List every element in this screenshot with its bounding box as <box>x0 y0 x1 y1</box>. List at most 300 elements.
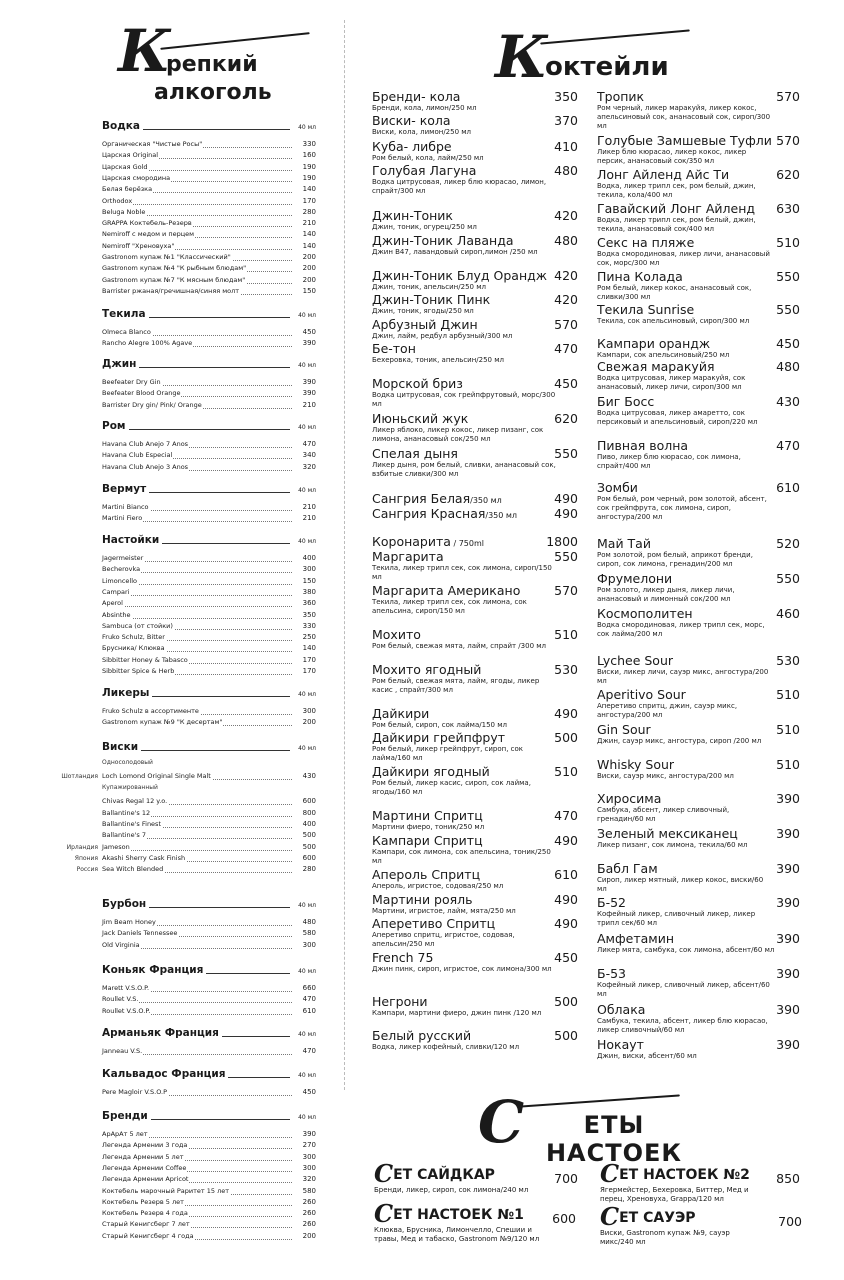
cocktail-ingredients: Самбука, текила, абсент, ликер блю кюрасао, ликер сливочный/60 мл <box>597 1017 768 1034</box>
category-name: Ром <box>102 420 129 432</box>
cocktail-title: Джин-Тоник Пинк <box>372 292 491 307</box>
cocktail-ingredients: Кампари, сок апельсиновый/250 мл <box>597 351 730 359</box>
item-country: Ирландия <box>66 843 98 851</box>
category-volume: 40 мл <box>298 745 316 752</box>
cocktail-price: 460 <box>776 606 800 621</box>
cocktail-ingredients: Ром черный, ликер маракуйя, ликер кокос, апельсиновый сок, ананасовый сок, сироп/300 мл <box>597 104 771 130</box>
item-price: 300 <box>302 940 316 949</box>
cocktail-ingredients: Ром белый, ром черный, ром золотой, абсент, сок грейпфрута, сок лимона, сироп, ангостура/200 мл <box>597 495 767 521</box>
cocktail-item <box>597 571 800 604</box>
item-name: Царская Gold <box>102 162 148 171</box>
cocktail-title: Whisky Sour <box>597 757 675 772</box>
cocktail-ingredients: Виски, ликер личи, сауэр микс, ангостура/200 мл <box>597 668 769 685</box>
cocktail-price: 550 <box>776 571 800 586</box>
cocktail-volume: / 750ml <box>450 539 485 548</box>
cocktail-name <box>597 90 775 104</box>
set-name-text: ЕТ НАСТОЕК №2 <box>619 1167 750 1183</box>
cocktail-name <box>372 917 557 931</box>
dotted-leader <box>102 606 292 607</box>
menu-item <box>102 983 316 994</box>
menu-item <box>102 502 316 513</box>
item-price: 600 <box>302 797 316 806</box>
cocktail-title: Маргарита Американо <box>372 583 521 598</box>
cocktail-ingredients: Водка цитрусовая, ликер амаретто, сок персиковый и апельсиновый, сироп/220 мл <box>597 409 758 426</box>
menu-item <box>102 229 316 240</box>
menu-item <box>102 252 316 263</box>
cocktail-item <box>372 292 578 316</box>
item-price: 170 <box>302 667 316 675</box>
cocktail-price: 530 <box>776 653 800 668</box>
cocktail-title: Aperitivo Sour <box>597 687 686 702</box>
cocktail-price: 350 <box>554 89 578 104</box>
cocktail-item <box>597 895 800 928</box>
cocktail-name <box>372 377 557 391</box>
cocktail-name <box>372 209 557 223</box>
set-price: 600 <box>552 1211 576 1226</box>
cocktail-item <box>372 446 578 479</box>
item-country: Шотландия <box>61 773 98 780</box>
item-price: 280 <box>302 865 316 874</box>
menu-item <box>76 864 316 875</box>
item-price: 320 <box>302 462 316 471</box>
cocktail-ingredients: Ликер пизанг, сок лимона, текила/60 мл <box>597 841 748 849</box>
item-price: 160 <box>302 151 316 160</box>
cocktail-name <box>597 134 775 148</box>
menu-item <box>102 338 316 349</box>
set-name-text: ЕТ САУЭР <box>619 1210 696 1226</box>
item-name: Старый Кенигсберг 7 лет <box>102 1220 190 1229</box>
item-price: 170 <box>302 196 316 205</box>
set-name <box>600 1159 765 1188</box>
cocktail-name <box>597 967 775 981</box>
cocktail-title: Космополитен <box>597 606 693 621</box>
item-name: Beefeater Dry Gin <box>102 378 161 386</box>
item-name: Janneau V.S. <box>102 1047 143 1055</box>
menu-item <box>102 275 316 286</box>
item-price: 260 <box>302 1220 316 1229</box>
cocktail-price: 490 <box>554 916 578 931</box>
cocktail-title: Амфетамин <box>597 931 675 946</box>
cocktail-price: 510 <box>554 764 578 779</box>
item-price: 430 <box>302 772 316 780</box>
cocktail-price: 620 <box>776 167 800 182</box>
category-header <box>102 418 316 432</box>
cocktail-title: Бе-тон <box>372 341 416 356</box>
item-price: 350 <box>302 610 316 619</box>
cocktail-price: 490 <box>554 892 578 907</box>
category-volume: 40 мл <box>298 124 316 131</box>
cocktail-title: Морской бриз <box>372 376 463 391</box>
cocktail-item <box>372 1028 578 1052</box>
item-name: Легенда Армении Coffee <box>102 1163 187 1172</box>
cocktail-price: 490 <box>554 706 578 721</box>
menu-item <box>102 796 316 807</box>
item-name: Sibbitter Spice & Herb <box>102 667 175 675</box>
cocktail-name <box>372 893 557 907</box>
menu-item <box>102 218 316 229</box>
cocktail-item <box>372 208 578 232</box>
cocktail-item <box>597 966 800 999</box>
cocktail-ingredients: Водка, ликер трипл сек, ром белый, джин, текила, кола/400 мл <box>597 182 756 199</box>
category-header <box>102 1025 316 1039</box>
category-header <box>102 962 316 976</box>
set-price: 700 <box>554 1171 578 1186</box>
menu-item <box>102 1208 316 1219</box>
category-name: Арманьяк Франция <box>102 1027 222 1039</box>
item-name: Havana Club Anejo 3 Anos <box>102 462 189 471</box>
item-price: 390 <box>302 339 316 348</box>
cocktail-name <box>597 303 775 317</box>
cocktail-name <box>372 293 557 307</box>
item-price: 140 <box>302 185 316 194</box>
cocktail-price: 410 <box>554 139 578 154</box>
item-price: 190 <box>302 162 316 171</box>
cocktail-ingredients: Виски, сауэр микс, ангостура/200 мл <box>597 772 734 780</box>
cocktail-name <box>597 1003 775 1017</box>
cocktail-price: 510 <box>776 687 800 702</box>
cocktail-ingredients: Ром белый, ликер касис, сироп, сок лайма, ягоды/160 мл <box>372 779 531 796</box>
menu-item <box>102 917 316 928</box>
cocktail-ingredients: Джин, тоник, ягоды/250 мл <box>372 307 474 315</box>
cocktail-name <box>372 809 557 823</box>
cocktail-name <box>597 481 775 495</box>
column-divider <box>344 20 345 1090</box>
category-volume: 40 мл <box>298 487 316 494</box>
menu-item <box>102 462 316 473</box>
cocktail-price: 570 <box>776 89 800 104</box>
cocktail-ingredients: Водка смородиновая, ликер личи, ананасовый сок, морс/300 мл <box>597 250 770 267</box>
cocktail-title: Лонг Айленд Айс Ти <box>597 167 730 182</box>
cocktail-name <box>372 412 557 426</box>
cocktail-title: Куба- либре <box>372 139 452 154</box>
cocktail-title: Бабл Гам <box>597 861 658 876</box>
set-name-text: ЕТ НАСТОЕК №1 <box>393 1207 524 1223</box>
item-name: АрАрАт 5 лет <box>102 1130 148 1138</box>
category-name: Ликеры <box>102 687 152 699</box>
cocktail-item <box>372 506 578 523</box>
category-volume: 40 мл <box>298 362 316 369</box>
cocktail-ingredients: Кампари, мартини фиеро, джин пинк /120 мл <box>372 1009 542 1017</box>
cocktail-ingredients: Виски, кола, лимон/250 мл <box>372 128 472 136</box>
item-price: 580 <box>302 1186 316 1195</box>
menu-item <box>102 1006 316 1017</box>
cocktail-price: 610 <box>554 867 578 882</box>
item-name: Jack Daniels Tennessee <box>102 929 178 938</box>
cocktail-item <box>372 376 578 409</box>
cocktail-title: Дайкири ягодный <box>372 764 490 779</box>
item-price: 340 <box>302 451 316 460</box>
menu-item <box>102 241 316 252</box>
set-name-text: ЕТ САЙДКАР <box>393 1167 495 1183</box>
cocktail-name <box>597 723 775 737</box>
cocktail-title: Дайкири грейпфрут <box>372 730 506 745</box>
menu-item <box>102 184 316 195</box>
cocktail-ingredients: Ром белый, ликер грейпфрут, сироп, сок лайма/160 мл <box>372 745 524 762</box>
cocktail-name <box>597 758 775 772</box>
cocktail-ingredients: Текила, ликер трипл сек, сок лимона, сироп/150 мл <box>372 564 552 581</box>
menu-item <box>102 1140 316 1151</box>
category-volume: 40 мл <box>298 1031 316 1038</box>
cocktail-ingredients: Джин, лайм, редбул арбузный/300 мл <box>372 332 513 340</box>
menu-item <box>102 327 316 338</box>
cocktail-item <box>372 317 578 341</box>
cocktail-item <box>597 722 800 746</box>
cocktail-item <box>372 833 578 866</box>
cocktail-name <box>597 537 775 551</box>
cocktail-item <box>372 627 578 651</box>
item-name: Chivas Regal 12 y.o. <box>102 797 168 806</box>
category-name: Водка <box>102 120 143 132</box>
category-header <box>102 481 316 495</box>
cocktail-price: 520 <box>776 536 800 551</box>
cocktail-name <box>372 550 557 564</box>
cocktail-price: 390 <box>776 931 800 946</box>
item-price: 390 <box>302 378 316 386</box>
cocktail-price: 550 <box>554 446 578 461</box>
subcategory-label: Односолодовый <box>102 759 153 766</box>
item-name: Gastronom купаж №7 "К мясным блюдам" <box>102 275 246 284</box>
set-item <box>600 1159 800 1204</box>
cocktail-ingredients: Ликер блю кюрасао, ликер кокос, ликер персик, ананасовый сок/350 мл <box>597 148 747 165</box>
category-volume: 40 мл <box>298 902 316 909</box>
cocktail-ingredients: Водка цитрусовая, ликер блю кюрасао, лимон, спрайт/300 мл <box>372 178 547 195</box>
cocktail-ingredients: Ром белый, кола, лайм/250 мл <box>372 154 484 162</box>
category-name: Вермут <box>102 483 149 495</box>
category-name: Текила <box>102 308 149 320</box>
cocktail-name <box>372 951 557 965</box>
cocktail-price: 510 <box>554 627 578 642</box>
item-name: Органическая "Чистые Росы" <box>102 140 203 148</box>
cocktail-item <box>372 994 578 1018</box>
cocktail-item <box>372 730 578 763</box>
cocktail-price: 390 <box>776 1037 800 1052</box>
item-name: Царская Original <box>102 151 159 160</box>
item-name: Campari <box>102 587 130 596</box>
cocktail-item <box>597 861 800 894</box>
menu-item <box>102 139 316 150</box>
cocktail-title: Текила Sunrise <box>597 302 695 317</box>
cocktail-title: Маргарита <box>372 549 444 564</box>
cocktail-ingredients: Кофейный ликер, сливочный ликер, ликер трипл сек/60 мл <box>597 910 756 927</box>
menu-item <box>102 819 316 830</box>
menu-item <box>102 1046 316 1057</box>
cocktail-price: 390 <box>776 826 800 841</box>
menu-item <box>102 587 316 598</box>
cocktail-name <box>597 236 775 250</box>
item-name: Царская смородина <box>102 173 171 182</box>
cocktail-name <box>597 337 775 351</box>
item-price: 400 <box>302 819 316 828</box>
item-name: Orthodox <box>102 196 133 205</box>
title-capital: С <box>478 1088 525 1156</box>
cocktail-name <box>372 164 557 178</box>
item-price: 170 <box>302 655 316 664</box>
cocktail-title: Сангрия Белая <box>372 491 471 506</box>
cocktail-ingredients: Кампари, сок лимона, сок апельсина, тоник/250 мл <box>372 848 551 865</box>
item-name: Ballantine's 7 <box>102 831 147 840</box>
cocktail-name <box>372 318 557 332</box>
cocktail-name <box>372 628 557 642</box>
cocktail-item <box>597 302 800 326</box>
cocktail-name <box>372 707 557 721</box>
title-text: ЕТЫ НАСТОЕК <box>545 1111 683 1167</box>
cocktail-item <box>372 950 578 974</box>
item-country: Россия <box>76 866 98 874</box>
set-item <box>374 1159 578 1195</box>
item-price: 300 <box>302 565 316 574</box>
menu-item <box>102 643 316 654</box>
category-name: Бурбон <box>102 898 149 910</box>
cocktail-name <box>597 360 775 374</box>
cocktail-item <box>372 341 578 365</box>
menu-item <box>102 1163 316 1174</box>
cocktail-title: Пивная волна <box>597 438 689 453</box>
menu-item <box>102 150 316 161</box>
cocktail-title: Б-52 <box>597 895 626 910</box>
cocktail-price: 530 <box>554 662 578 677</box>
item-price: 210 <box>302 503 316 511</box>
menu-item <box>102 1197 316 1208</box>
cocktail-price: 480 <box>554 233 578 248</box>
cocktail-price: 510 <box>776 235 800 250</box>
cocktail-ingredients: Джин, виски, абсент/60 мл <box>597 1052 697 1060</box>
item-name: Beefeater Blood Orange <box>102 389 181 398</box>
item-name: Fruko Schulz, Bitter <box>102 633 165 642</box>
cocktail-price: 490 <box>554 833 578 848</box>
cocktail-item <box>372 89 578 113</box>
menu-item <box>102 286 316 297</box>
category-header <box>102 1108 316 1122</box>
item-price: 390 <box>302 1130 316 1138</box>
cocktail-name <box>372 342 557 356</box>
cocktail-name <box>372 140 557 154</box>
cocktail-price: 550 <box>554 549 578 564</box>
cocktail-ingredients: Сироп, ликер мятный, ликер кокос, виски/60 мл <box>597 876 764 893</box>
cocktail-item <box>372 916 578 949</box>
category-header <box>102 685 316 699</box>
item-price: 260 <box>302 1197 316 1206</box>
item-name: Ballantine's 12 <box>102 808 151 817</box>
cocktail-name <box>372 90 557 104</box>
set-name-capital: С <box>600 1202 620 1231</box>
cocktail-item <box>597 1002 800 1035</box>
cocktail-title: Виски- кола <box>372 113 451 128</box>
item-price: 380 <box>302 587 316 596</box>
cocktail-item <box>372 411 578 444</box>
item-name: Pere Magloir V.S.O.P <box>102 1088 168 1096</box>
item-price: 150 <box>302 286 316 295</box>
cocktail-ingredients: Апероль, игристое, содовая/250 мл <box>372 882 504 890</box>
item-name: Легенда Армении 3 года <box>102 1141 188 1150</box>
cocktail-price: 500 <box>554 994 578 1009</box>
cocktail-price: 450 <box>776 336 800 351</box>
cocktail-price: 1800 <box>546 534 578 549</box>
cocktail-price: 420 <box>554 292 578 307</box>
cocktail-title: Зомби <box>597 480 638 495</box>
item-name: Gastronom купаж №4 "К рыбным блюдам" <box>102 264 247 273</box>
title-capital: К <box>495 23 548 91</box>
cocktail-name <box>372 114 557 128</box>
cocktail-price: 610 <box>776 480 800 495</box>
menu-item <box>74 853 316 864</box>
cocktail-ingredients: Ликер дыня, ром белый, сливки, ананасовый сок, взбитые сливки/300 мл <box>372 461 556 478</box>
cocktail-price: 550 <box>776 302 800 317</box>
item-price: 450 <box>302 328 316 336</box>
title-text: октейли <box>545 52 669 82</box>
cocktail-name <box>597 168 775 182</box>
menu-item <box>102 173 316 184</box>
cocktail-item <box>597 687 800 720</box>
menu-item <box>102 162 316 173</box>
menu-item <box>102 1174 316 1185</box>
cocktail-item <box>597 438 800 471</box>
cocktail-ingredients: Текила, сок апельсиновый, сироп/300 мл <box>597 317 750 325</box>
menu-item <box>102 1129 316 1140</box>
cocktail-title: Бренди- кола <box>372 89 461 104</box>
cocktail-ingredients: Аперетиво спритц, игристое, содовая, апельсин/250 мл <box>372 931 515 948</box>
cocktail-title: Фрумелони <box>597 571 673 586</box>
cocktail-name <box>372 995 557 1009</box>
set-ingredients: Бренди, ликер, сироп, сок лимона/240 мл <box>374 1186 529 1194</box>
item-name: Loch Lomond Original Single Malt <box>102 772 211 780</box>
item-name: Aperol <box>102 599 123 608</box>
cocktail-ingredients: Джин, тоник, апельсин/250 мл <box>372 283 486 291</box>
item-name: Ballantine's Finest <box>102 819 161 828</box>
item-name: Коктебель марочный Раритет 15 лет <box>102 1186 230 1195</box>
item-name: Martini Fiero <box>102 514 143 523</box>
cocktail-price: 430 <box>776 394 800 409</box>
item-name: Fruko Schulz в ассортименте <box>102 707 199 715</box>
item-name: Коктебель Резерв 4 года <box>102 1209 188 1218</box>
set-ingredients: Клюква, Брусника, Лимончелло, Спешии и травы, Мед и табаско, Gastronom №9/120 мл <box>374 1226 540 1243</box>
cocktail-item <box>372 808 578 832</box>
item-price: 210 <box>302 514 316 523</box>
cocktail-title: Голубые Замшевые Туфли <box>597 133 772 148</box>
item-price: 200 <box>302 275 316 284</box>
item-price: 140 <box>302 644 316 653</box>
item-price: 390 <box>302 389 316 398</box>
category-volume: 40 мл <box>298 312 316 319</box>
item-name: Jagermeister <box>102 554 144 562</box>
cocktail-title: Май Тай <box>597 536 651 551</box>
item-name: Легенда Армении 5 лет <box>102 1152 184 1161</box>
item-price: 250 <box>302 633 316 642</box>
cocktail-name <box>372 507 557 523</box>
menu-item <box>102 513 316 524</box>
cocktail-price: 570 <box>776 133 800 148</box>
menu-item <box>102 621 316 632</box>
cocktail-item <box>597 201 800 234</box>
menu-item <box>102 439 316 450</box>
leader-line <box>102 429 290 430</box>
cocktail-title: Апероль Спритц <box>372 867 481 882</box>
cocktail-title: Белый русский <box>372 1028 472 1043</box>
item-name: Barrister ржаная/гречишная/синяя молт <box>102 286 240 295</box>
cocktail-price: 490 <box>554 506 578 521</box>
category-volume: 40 мл <box>298 1072 316 1079</box>
item-price: 210 <box>302 219 316 228</box>
item-price: 200 <box>302 264 316 273</box>
cocktail-price: 480 <box>776 359 800 374</box>
item-price: 320 <box>302 1175 316 1184</box>
cocktail-title: Мартини рояль <box>372 892 473 907</box>
cocktail-title: Зеленый мексиканец <box>597 826 738 841</box>
cocktail-item <box>372 867 578 891</box>
set-name <box>600 1202 765 1231</box>
cocktail-name <box>372 269 557 283</box>
cocktail-ingredients: Аперетиво спритц, джин, сауэр микс, ангостура/200 мл <box>597 702 738 719</box>
item-price: 200 <box>302 1231 316 1240</box>
